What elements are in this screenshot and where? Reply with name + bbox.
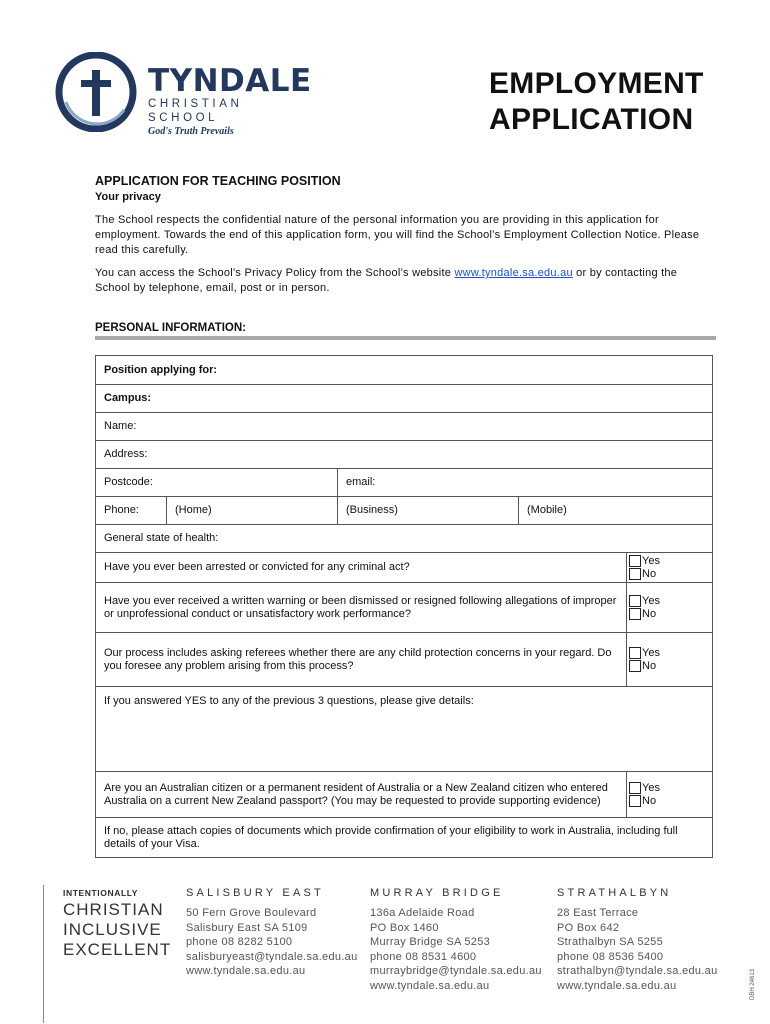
question-warning: Have you ever received a written warning or been dismissed or resigned following allegations of improper or unprofessional conduct or unsatisfactory work performance?	[104, 594, 617, 620]
position-row[interactable]	[96, 356, 712, 385]
no-option[interactable]	[629, 568, 712, 581]
campus-phone: phone 08 8282 5100	[186, 936, 293, 948]
yes-no-options	[626, 553, 712, 582]
no-option[interactable]	[629, 795, 712, 808]
yes-checkbox[interactable]	[629, 782, 641, 794]
yes-checkbox[interactable]	[629, 595, 641, 607]
campus-name: STRATHALBYN	[557, 887, 672, 899]
privacy-heading: Your privacy	[95, 191, 161, 203]
question-row	[96, 633, 712, 687]
question-row	[96, 772, 712, 818]
tagline-excellent: EXCELLENT	[63, 940, 172, 959]
campus-website[interactable]: www.tyndale.sa.edu.au	[370, 979, 490, 992]
school-website-link[interactable]: www.tyndale.sa.edu.au	[454, 267, 573, 279]
postcode-email-row	[96, 469, 712, 497]
yes-no-options	[626, 633, 712, 686]
tagline-christian: CHRISTIAN	[63, 900, 164, 919]
question-citizenship: Are you an Australian citizen or a permanent resident of Australia or a New Zealand citizen who entered Australia on a current New Zealand passport? (You may be requested to provide supporting evidence)	[104, 781, 608, 807]
campus-website[interactable]: www.tyndale.sa.edu.au	[557, 979, 677, 992]
campus-suburb: Salisbury East SA 5109	[186, 921, 308, 934]
campus-address: 28 East Terrace	[557, 907, 639, 919]
para2-after: or by contacting the School by telephone, email, post or in person.	[95, 267, 678, 294]
privacy-policy-paragraph	[95, 266, 715, 296]
no-checkbox[interactable]	[629, 608, 641, 620]
no-checkbox[interactable]	[629, 568, 641, 580]
school-logo	[54, 52, 312, 137]
phone-row	[96, 497, 712, 525]
yes-option[interactable]	[629, 647, 712, 660]
campus-website[interactable]: www.tyndale.sa.edu.au	[186, 965, 306, 977]
campus-suburb: Murray Bridge SA 5253	[370, 936, 491, 948]
campus-email[interactable]: murraybridge@tyndale.sa.edu.au	[370, 965, 542, 977]
visa-note: If no, please attach copies of documents which provide confirmation of your eligibility to work in Australia, including full details of your Visa.	[104, 824, 678, 850]
no-checkbox[interactable]	[629, 795, 641, 807]
campus-suburb: Strathalbyn SA 5255	[557, 936, 663, 948]
yes-no-options	[626, 583, 712, 632]
footer-tagline	[63, 886, 171, 960]
yes-no-options	[626, 772, 712, 817]
question-row	[96, 583, 712, 633]
address-label: Address:	[104, 448, 148, 460]
campus-name: SALISBURY EAST	[186, 887, 324, 899]
name-label: Name:	[104, 420, 137, 432]
question-child-protection: Our process includes asking referees whether there are any child protection concerns in your regard. Do you foresee any problem arising from this process?	[104, 646, 612, 672]
no-label: No	[642, 794, 657, 807]
tagline-intro: INTENTIONALLY	[63, 888, 139, 898]
campus-email[interactable]: strathalbyn@tyndale.sa.edu.au	[557, 965, 718, 977]
campus-phone: phone 08 8531 4600	[370, 950, 477, 963]
tagline-inclusive: INCLUSIVE	[63, 920, 162, 939]
no-label: No	[642, 659, 657, 672]
campus-po-box: PO Box 642	[557, 921, 620, 934]
yes-option[interactable]	[629, 595, 712, 608]
document-title	[489, 66, 704, 138]
details-row[interactable]	[96, 687, 712, 772]
section-divider	[95, 336, 716, 340]
intro-section	[95, 173, 715, 296]
details-label: If you answered YES to any of the previous 3 questions, please give details:	[104, 695, 474, 707]
title-line-1: EMPLOYMENT	[489, 67, 704, 100]
campus-salisbury-east	[186, 886, 358, 979]
no-label: No	[642, 567, 657, 580]
yes-option[interactable]	[629, 782, 712, 795]
no-label: No	[642, 607, 657, 620]
yes-label: Yes	[642, 646, 660, 659]
yes-label: Yes	[642, 554, 660, 567]
no-option[interactable]	[629, 660, 712, 673]
yes-checkbox[interactable]	[629, 555, 641, 567]
question-row	[96, 553, 712, 583]
personal-info-form	[95, 355, 713, 858]
campus-label: Campus:	[104, 392, 152, 404]
no-option[interactable]	[629, 608, 712, 621]
footer-divider	[43, 885, 44, 1023]
cross-emblem-icon	[54, 52, 138, 132]
yes-checkbox[interactable]	[629, 647, 641, 659]
health-row[interactable]	[96, 525, 712, 553]
campus-strathalbyn	[557, 886, 718, 993]
mobile-phone-field[interactable]: (Mobile)	[518, 497, 712, 524]
campus-address: 50 Fern Grove Boulevard	[186, 907, 317, 919]
logo-name: TYNDALE	[148, 63, 312, 99]
campus-address: 136a Adelaide Road	[370, 907, 475, 919]
business-phone-field[interactable]: (Business)	[337, 497, 518, 524]
document-code: DBH 24613	[750, 968, 756, 1000]
question-criminal: Have you ever been arrested or convicted for any criminal act?	[104, 561, 410, 573]
postcode-field[interactable]: Postcode:	[104, 476, 153, 488]
logo-subtitle: CHRISTIAN SCHOOL	[148, 98, 243, 124]
visa-row	[96, 818, 712, 857]
phone-label: Phone:	[104, 504, 139, 516]
campus-row[interactable]	[96, 385, 712, 413]
no-checkbox[interactable]	[629, 660, 641, 672]
yes-option[interactable]	[629, 555, 712, 568]
yes-label: Yes	[642, 594, 660, 607]
title-line-2: APPLICATION	[489, 103, 694, 136]
campus-murray-bridge	[370, 886, 542, 993]
campus-phone: phone 08 8536 5400	[557, 950, 664, 963]
section-heading: APPLICATION FOR TEACHING POSITION	[95, 174, 341, 188]
health-label: General state of health:	[104, 532, 219, 544]
home-phone-field[interactable]: (Home)	[166, 497, 337, 524]
email-field[interactable]: email:	[337, 469, 712, 496]
privacy-paragraph: The School respects the confidential nature of the personal information you are providing in this application for employment. Towards the end of this application form, you will find the School’s Employment Collection Notice. Please read this carefully.	[95, 214, 700, 256]
para2-before: You can access the School’s Privacy Policy from the School’s website	[95, 267, 455, 279]
position-label: Position applying for:	[104, 363, 218, 376]
personal-info-heading: PERSONAL INFORMATION:	[95, 322, 246, 334]
address-row[interactable]	[96, 441, 712, 469]
logo-motto: God's Truth Prevails	[148, 126, 234, 137]
campus-name: MURRAY BRIDGE	[370, 887, 504, 899]
yes-label: Yes	[642, 781, 660, 794]
campus-po-box: PO Box 1460	[370, 921, 439, 934]
name-row[interactable]	[96, 413, 712, 441]
campus-email[interactable]: salisburyeast@tyndale.sa.edu.au	[186, 950, 358, 963]
